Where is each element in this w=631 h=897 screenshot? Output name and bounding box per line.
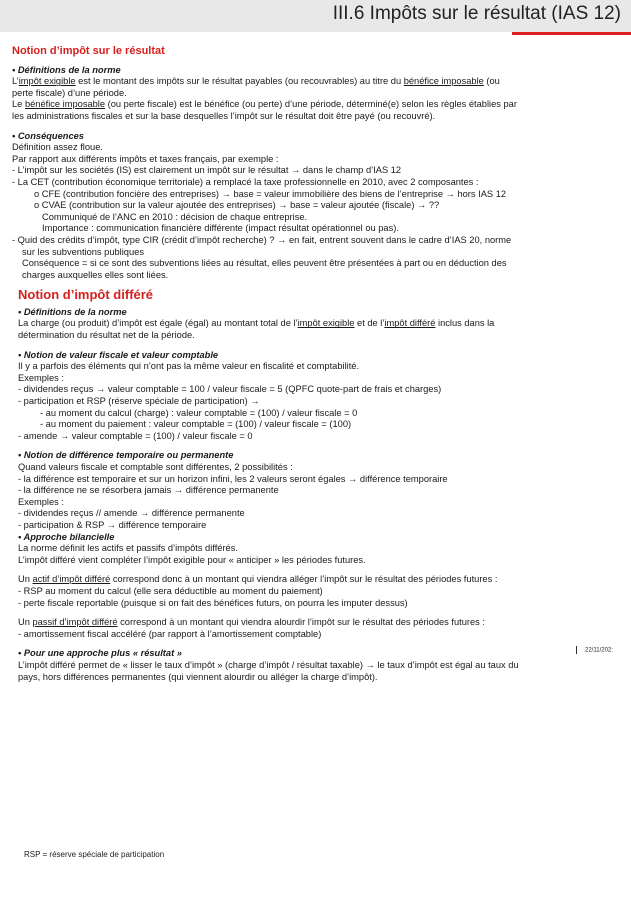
cet-item-cfe: o CFE (contribution foncière des entreprises) → base = valeur immobilière des biens de l’entreprise → hors IAS 12 bbox=[34, 188, 507, 199]
difference-line: - participation & RSP → différence temporaire bbox=[18, 519, 207, 530]
section-title-impot-differe: Notion d’impôt différé bbox=[18, 287, 154, 303]
cet-note: Importance : communication financière différente (impact résultat opérationnel ou pas). bbox=[42, 223, 399, 234]
definition-line-3: Le bénéfice imposable (ou perte fiscale) est le bénéfice (ou perte) d’une période, déterminé(e) selon les règles établies par bbox=[12, 99, 517, 110]
definition-line-2: perte fiscale) d’une période. bbox=[12, 87, 127, 98]
consequence-line: Par rapport aux différents impôts et taxes français, par exemple : bbox=[12, 153, 279, 164]
difference-line: Quand valeurs fiscale et comptable sont différentes, 2 possibilités : bbox=[18, 462, 293, 472]
slide-date: 22/11/202: bbox=[576, 646, 613, 654]
credit-line: sur les subventions publiques bbox=[22, 246, 144, 257]
valeur-line: - dividendes reçus → valeur comptable = 100 / valeur fiscale = 5 (QPFC quote-part de frais et charges) bbox=[18, 384, 442, 395]
valeur-line: Il y a parfois des éléments qui n’ont pas la même valeur en fiscalité et comptabilité. bbox=[18, 361, 360, 372]
actif-item: - perte fiscale reportable (puisque si on fait des bénéfices futurs, on pourra les imputer dessus) bbox=[18, 597, 408, 608]
resultat-line: L’impôt différé permet de « lisser le taux d’impôt » (charge d’impôt / résultat taxable) → le taux d’impôt est égal au taux du bbox=[18, 659, 519, 670]
definition-line-4: les administrations fiscales et sur la base desquelles l’impôt sur le résultat doit être payé (ou recouvré). bbox=[12, 110, 436, 121]
subheading-bilancielle: • Approche bilancielle bbox=[18, 531, 115, 542]
subheading-definitions: • Définitions de la norme bbox=[12, 64, 121, 75]
difference-line: - dividendes reçus // amende → différence permanente bbox=[18, 508, 245, 519]
subheading-consequences: • Conséquences bbox=[12, 130, 84, 141]
credit-line: charges auxquelles elles sont liées. bbox=[22, 269, 169, 280]
footnote: RSP = réserve spéciale de participation bbox=[24, 850, 165, 859]
subheading-definitions-2: • Définitions de la norme bbox=[18, 306, 127, 317]
difference-line: - la différence ne se résorbera jamais → différence permanente bbox=[18, 485, 279, 496]
cet-item-cvae: o CVAE (contribution sur la valeur ajoutée des entreprises) → base = valeur ajoutée (fiscale) → ?? bbox=[34, 200, 440, 211]
bilan-line: L’impôt différé vient compléter l’impôt exigible pour « anticiper » les périodes futures. bbox=[18, 554, 366, 565]
consequence-line: - L’impôt sur les sociétés (IS) est clairement un impôt sur le résultat → dans le champ d’IAS 12 bbox=[12, 165, 402, 176]
valeur-line: - amende → valeur comptable = (100) / valeur fiscale = 0 bbox=[18, 430, 253, 441]
difference-line: - la différence est temporaire et sur un horizon infini, les 2 valeurs seront égales → différence temporaire bbox=[18, 473, 448, 484]
actif-line: Un actif d’impôt différé correspond donc à un montant qui viendra alléger l’impôt sur le résultat des périodes futures : bbox=[18, 574, 498, 585]
definition2-line-1: La charge (ou produit) d’impôt est égale (égal) au montant total de l’impôt exigible et de l’impôt différé inclus dans la bbox=[18, 318, 495, 329]
slide-body bbox=[12, 46, 624, 683]
credit-line: - Quid des crédits d’impôt, type CIR (crédit d’impôt recherche) ? → en fait, entrent souvent dans le cadre d’IAS 20, norme bbox=[12, 234, 512, 245]
subheading-resultat: • Pour une approche plus « résultat » bbox=[18, 648, 182, 659]
resultat-line: pays, hors différences permanentes (qui viennent alourdir ou alléger la charge d’impôt). bbox=[18, 671, 378, 682]
consequence-line: - La CET (contribution économique territoriale) a remplacé la taxe professionnelle en 2010, avec 2 composantes : bbox=[12, 176, 479, 187]
date-separator bbox=[576, 646, 577, 654]
valeur-line: Exemples : bbox=[18, 372, 64, 383]
definition-line-1: L’impôt exigible est le montant des impôts sur le résultat payables (ou recouvrables) au titre du bénéfice imposable (ou bbox=[12, 76, 500, 87]
slide-title: III.6 Impôts sur le résultat (IAS 12) bbox=[332, 3, 621, 24]
slide-header bbox=[0, 0, 631, 32]
valeur-subline: - au moment du calcul (charge) : valeur comptable = (100) / valeur fiscale = 0 bbox=[40, 407, 358, 418]
passif-item: - amortissement fiscal accéléré (par rapport à l’amortissement comptable) bbox=[18, 628, 322, 639]
definition2-line-2: détermination du résultat net de la période. bbox=[18, 330, 195, 341]
actif-item: - RSP au moment du calcul (elle sera déductible au moment du paiement) bbox=[18, 585, 323, 596]
consequence-line: Définition assez floue. bbox=[12, 142, 103, 153]
difference-line: Exemples : bbox=[18, 496, 64, 507]
subheading-valeur: • Notion de valeur fiscale et valeur comptable bbox=[18, 349, 219, 360]
passif-line: Un passif d’impôt différé correspond à un montant qui viendra alourdir l’impôt sur le résultat des périodes futures : bbox=[18, 617, 485, 628]
section-title-impot-resultat: Notion d’impôt sur le résultat bbox=[12, 45, 165, 57]
cet-note: Communiqué de l’ANC en 2010 : décision de chaque entreprise. bbox=[42, 211, 308, 222]
credit-line: Conséquence = si ce sont des subventions liées au résultat, elles peuvent être présentées à part ou en déduction des bbox=[22, 258, 507, 269]
subheading-difference: • Notion de différence temporaire ou permanente bbox=[18, 450, 234, 461]
bilan-line: La norme définit les actifs et passifs d’impôts différés. bbox=[18, 543, 238, 554]
valeur-subline: - au moment du paiement : valeur comptable = (100) / valeur fiscale = (100) bbox=[40, 419, 352, 430]
title-accent-bar bbox=[512, 32, 631, 35]
valeur-line: - participation et RSP (réserve spéciale de participation) → bbox=[18, 396, 260, 407]
